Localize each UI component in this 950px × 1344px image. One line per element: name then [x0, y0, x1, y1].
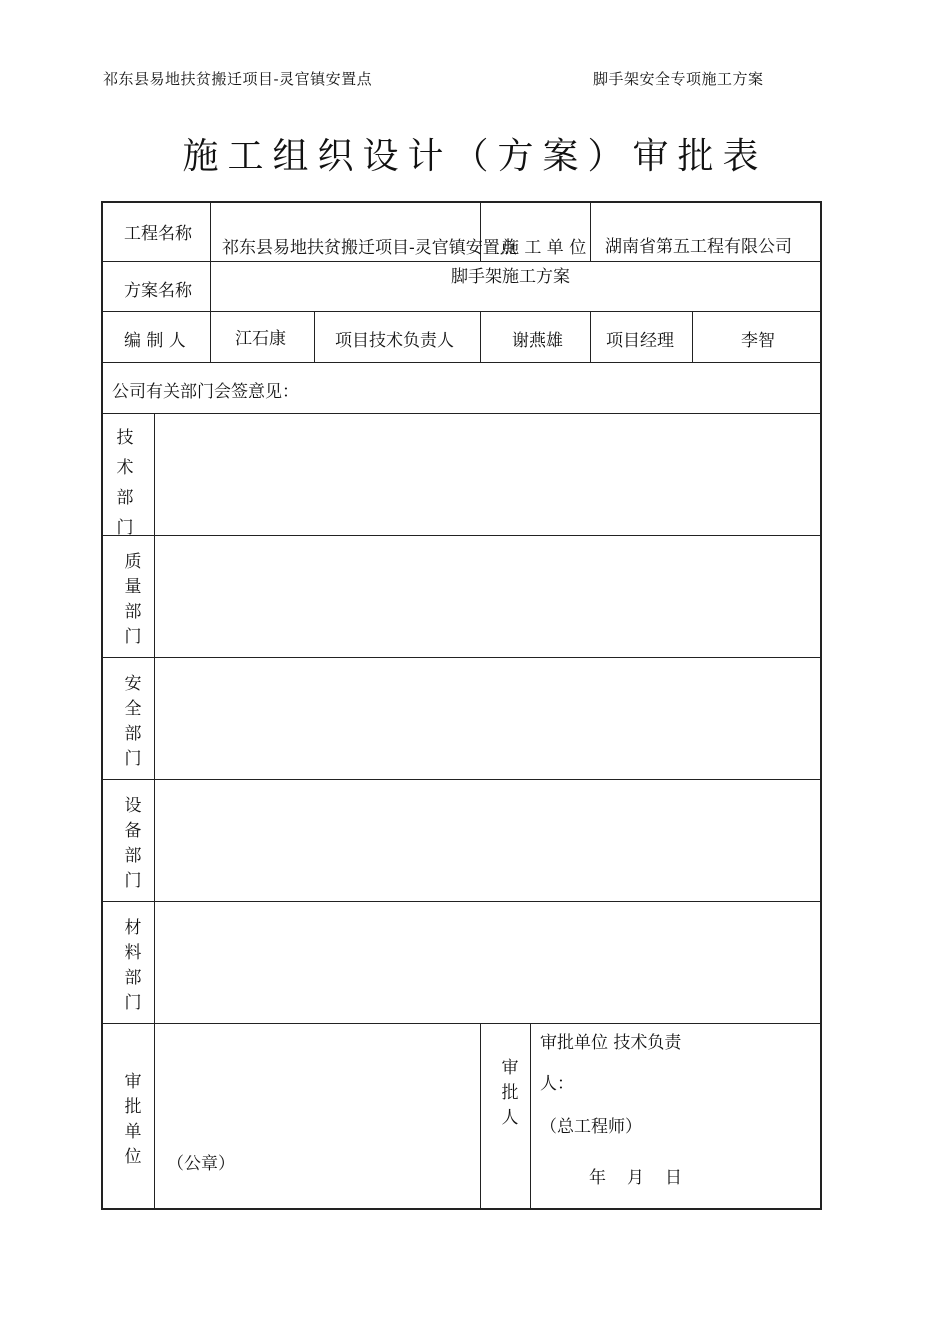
approval-unit-label	[123, 1070, 143, 1170]
pm-value: 李智	[741, 331, 775, 351]
plan-name-label: 方案名称	[124, 281, 192, 301]
approval-char: 批	[124, 1097, 142, 1117]
page-title: 施工组织设计（方案）审批表	[182, 136, 768, 177]
date-month: 月	[627, 1168, 644, 1188]
dept-char: 部	[124, 602, 142, 622]
tech-lead-label: 项目技术负责人	[335, 331, 454, 351]
approval-char: 位	[124, 1147, 142, 1167]
col-divider	[590, 311, 591, 362]
compiler-label: 编 制 人	[124, 331, 186, 351]
dept-char: 技	[116, 428, 134, 448]
row-divider	[103, 779, 822, 780]
dept-opinion-label: 公司有关部门会签意见：	[112, 382, 299, 402]
col-divider	[480, 311, 481, 362]
dept-char: 料	[124, 943, 142, 963]
dept-char: 部	[124, 846, 142, 866]
construction-unit-label: 施 工 单 位	[502, 238, 587, 258]
col-divider	[590, 203, 591, 261]
col-divider	[480, 1023, 481, 1210]
dept-char: 备	[124, 821, 142, 841]
construction-unit-value: 湖南省第五工程有限公司	[605, 237, 792, 257]
approver-label	[500, 1056, 520, 1131]
col-divider	[314, 311, 315, 362]
project-name-label: 工程名称	[124, 224, 192, 244]
row-divider	[103, 413, 822, 414]
col-divider	[692, 311, 693, 362]
approver-char: 人	[501, 1108, 519, 1128]
dept-char: 门	[116, 518, 134, 538]
approver-line2: 人：	[540, 1074, 574, 1094]
header-right: 脚手架安全专项施工方案	[593, 70, 764, 88]
plan-name-value: 脚手架施工方案	[451, 267, 570, 287]
dept-char: 部	[124, 968, 142, 988]
col-divider	[530, 1023, 531, 1210]
col-divider	[154, 413, 155, 1210]
dept-char: 术	[116, 458, 134, 478]
dept-char: 全	[124, 699, 142, 719]
dept-char: 质	[124, 552, 142, 572]
chief-engineer: （总工程师）	[540, 1117, 642, 1137]
date-day: 日	[665, 1168, 682, 1188]
dept-char: 门	[124, 871, 142, 891]
row-divider	[103, 535, 822, 536]
date-year: 年	[589, 1168, 606, 1188]
approval-form	[101, 201, 822, 1210]
dept-char: 安	[124, 674, 142, 694]
tech-lead-value: 谢燕雄	[512, 331, 563, 351]
approver-char: 审	[501, 1058, 519, 1078]
dept-char: 量	[124, 577, 142, 597]
approver-line1: 审批单位 技术负责	[540, 1033, 682, 1053]
row-divider	[103, 901, 822, 902]
dept-char: 门	[124, 993, 142, 1013]
approval-char: 单	[124, 1122, 142, 1142]
dept-label-equipment	[123, 794, 143, 894]
approver-char: 批	[501, 1083, 519, 1103]
row-divider	[103, 362, 822, 363]
dept-char: 材	[124, 918, 142, 938]
dept-char: 门	[124, 749, 142, 769]
dept-label-quality	[123, 550, 143, 650]
row-divider	[103, 657, 822, 658]
col-divider	[210, 203, 211, 362]
seal-label: （公章）	[167, 1154, 235, 1174]
dept-char: 门	[124, 627, 142, 647]
project-name-value: 祁东县易地扶贫搬迁项目-灵官镇安置点	[222, 238, 517, 258]
dept-char: 设	[124, 796, 142, 816]
pm-label: 项目经理	[606, 331, 674, 351]
dept-label-safety	[123, 672, 143, 772]
approval-char: 审	[124, 1072, 142, 1092]
compiler-value: 江石康	[235, 329, 286, 349]
header-left: 祁东县易地扶贫搬迁项目-灵官镇安置点	[103, 70, 373, 88]
dept-char: 部	[124, 724, 142, 744]
dept-char: 部	[116, 488, 134, 508]
row-divider	[103, 1023, 822, 1024]
dept-label-technical	[115, 423, 135, 538]
dept-label-materials	[123, 916, 143, 1016]
